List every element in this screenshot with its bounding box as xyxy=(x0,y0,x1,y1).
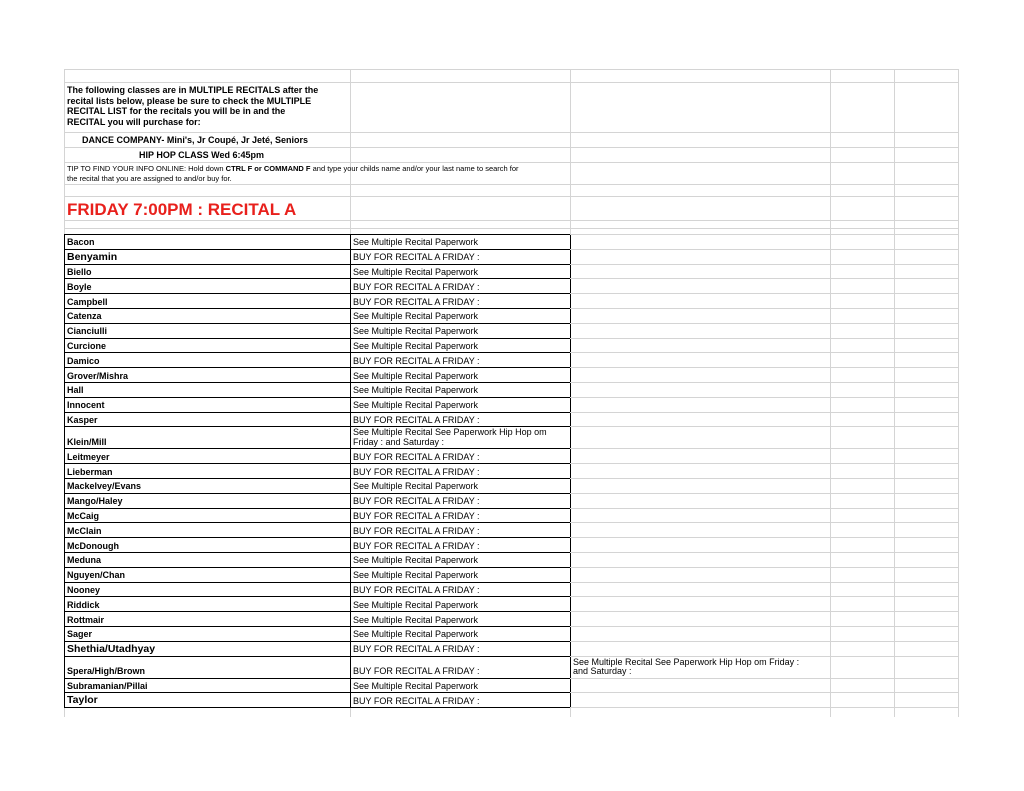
table-row-border xyxy=(64,537,571,538)
gridline-h xyxy=(570,323,958,324)
table-row-border xyxy=(64,552,571,553)
tip-prefix: TIP TO FIND YOUR INFO ONLINE: Hold down xyxy=(67,164,226,173)
table-border-left xyxy=(64,234,65,708)
gridline-h xyxy=(570,293,958,294)
gridline-h xyxy=(570,338,958,339)
table-row-border xyxy=(64,582,571,583)
gridline-h xyxy=(64,162,958,163)
roster-note: BUY FOR RECITAL A FRIDAY : xyxy=(353,355,480,366)
table-row-border xyxy=(64,463,571,464)
gridline-h xyxy=(570,552,958,553)
tip-line2: the recital that you are assigned to and/or buy for. xyxy=(67,174,232,183)
roster-note: See Multiple Recital Paperwork xyxy=(353,400,479,411)
roster-name: Boyle xyxy=(67,281,92,292)
table-row-border xyxy=(64,478,571,479)
search-tip xyxy=(67,164,519,184)
gridline-h xyxy=(570,382,958,383)
roster-note: BUY FOR RECITAL A FRIDAY : xyxy=(353,540,480,551)
roster-note: BUY FOR RECITAL A FRIDAY : xyxy=(353,451,480,462)
table-row-border xyxy=(64,567,571,568)
gridline-h xyxy=(64,220,958,221)
table-row-border xyxy=(64,338,571,339)
roster-name: Taylor xyxy=(67,694,98,707)
table-border-right xyxy=(570,234,571,708)
gridline-h xyxy=(570,707,958,708)
table-row-border xyxy=(64,678,571,679)
roster-name: Curcione xyxy=(67,340,107,351)
roster-name: Mackelvey/Evans xyxy=(67,481,142,492)
table-row-border xyxy=(64,692,571,693)
table-row-border xyxy=(64,611,571,612)
roster-name: Innocent xyxy=(67,400,105,411)
gridline-h xyxy=(64,184,958,185)
hip-hop-note: HIP HOP CLASS Wed 6:45pm xyxy=(139,150,265,160)
roster-name: Benyamin xyxy=(67,250,118,263)
gridline-h xyxy=(570,448,958,449)
gridline-v xyxy=(958,69,959,717)
roster-name: McCaig xyxy=(67,510,100,521)
gridline-h xyxy=(64,132,958,133)
table-row-border xyxy=(64,626,571,627)
roster-note: See Multiple Recital Paperwork xyxy=(353,370,479,381)
gridline-h xyxy=(570,249,958,250)
gridline-h xyxy=(570,522,958,523)
gridline-h xyxy=(570,463,958,464)
gridline-h xyxy=(570,508,958,509)
roster-note: See Multiple Recital Paperwork xyxy=(353,237,479,248)
roster-name: Rottmair xyxy=(67,614,105,625)
roster-note: BUY FOR RECITAL A FRIDAY : xyxy=(353,281,480,292)
roster-note: See Multiple Recital Paperwork xyxy=(353,340,479,351)
gridline-h xyxy=(64,196,958,197)
roster-name: Nooney xyxy=(67,584,101,595)
roster-note: BUY FOR RECITAL A FRIDAY : xyxy=(353,510,480,521)
gridline-h xyxy=(570,367,958,368)
table-row-border xyxy=(64,278,571,279)
tip-keys: CTRL F or COMMAND F xyxy=(225,164,311,173)
roster-note: See Multiple Recital Paperwork xyxy=(353,326,479,337)
intro-line: RECITAL LIST for the recitals you will be in and the xyxy=(67,106,286,116)
roster-name: Campbell xyxy=(67,296,108,307)
roster-note: BUY FOR RECITAL A FRIDAY : xyxy=(353,525,480,536)
table-row-border xyxy=(64,522,571,523)
roster-note: BUY FOR RECITAL A FRIDAY : xyxy=(353,644,480,655)
gridline-h xyxy=(570,426,958,427)
roster-name: Bacon xyxy=(67,237,95,248)
gridline-h xyxy=(570,641,958,642)
tip-suffix: and type your childs name and/or your last name to search for xyxy=(310,164,519,173)
roster-note: See Multiple Recital Paperwork xyxy=(353,599,479,610)
roster-note: See Multiple Recital Paperwork xyxy=(353,311,479,322)
dance-company-note: DANCE COMPANY- Mini's, Jr Coupé, Jr Jeté, Seniors xyxy=(82,135,309,145)
roster-note: BUY FOR RECITAL A FRIDAY : xyxy=(353,496,480,507)
table-row-border xyxy=(64,249,571,250)
table-row-border xyxy=(64,352,571,353)
roster-note: See Multiple Recital See Paperwork Hip Hop om xyxy=(353,427,547,438)
table-bottom-border xyxy=(64,707,571,708)
gridline-h xyxy=(570,596,958,597)
roster-name: Nguyen/Chan xyxy=(67,570,126,581)
roster-note: BUY FOR RECITAL A FRIDAY : xyxy=(353,695,480,706)
intro-line: recital lists below, please be sure to check the MULTIPLE xyxy=(67,95,312,106)
table-row-border xyxy=(64,508,571,509)
table-row-border xyxy=(64,293,571,294)
table-row-border xyxy=(64,596,571,597)
roster-name: Hall xyxy=(67,385,84,396)
roster-name: Shethia/Utadhyay xyxy=(67,642,156,655)
roster-note: BUY FOR RECITAL A FRIDAY : xyxy=(353,414,480,425)
gridline-h xyxy=(570,308,958,309)
roster-name: Damico xyxy=(67,355,100,366)
roster-note: BUY FOR RECITAL A FRIDAY : xyxy=(353,296,480,307)
roster-note: See Multiple Recital Paperwork xyxy=(353,266,479,277)
table-row-border xyxy=(64,656,571,657)
roster-name: Klein/Mill xyxy=(67,436,107,447)
gridline-h xyxy=(570,278,958,279)
table-row-border xyxy=(64,397,571,398)
gridline-h xyxy=(570,397,958,398)
roster-note: BUY FOR RECITAL A FRIDAY : xyxy=(353,666,480,677)
table-row-border xyxy=(64,234,571,235)
gridline-h xyxy=(570,352,958,353)
gridline-h xyxy=(570,692,958,693)
roster-name: Subramanian/Pillai xyxy=(67,680,148,691)
table-row-border xyxy=(64,448,571,449)
roster-extra-note-line2: and Saturday : xyxy=(573,666,632,677)
roster-name: Grover/Mishra xyxy=(67,370,129,381)
table-border-mid xyxy=(350,234,351,708)
roster-note: BUY FOR RECITAL A FRIDAY : xyxy=(353,584,480,595)
roster-name: Cianciulli xyxy=(67,326,108,337)
roster-name: Mango/Haley xyxy=(67,496,123,507)
table-row-border xyxy=(64,264,571,265)
gridline-h xyxy=(570,478,958,479)
gridline-h xyxy=(570,234,958,235)
gridline-h xyxy=(570,537,958,538)
roster-extra-note: See Multiple Recital See Paperwork Hip Hop om Friday : xyxy=(573,656,800,667)
roster-note: BUY FOR RECITAL A FRIDAY : xyxy=(353,252,480,263)
table-row-border xyxy=(64,493,571,494)
gridline-v xyxy=(894,69,895,717)
roster-note: See Multiple Recital Paperwork xyxy=(353,614,479,625)
gridline-h xyxy=(570,567,958,568)
roster-name: Catenza xyxy=(67,311,102,322)
gridline-h xyxy=(64,69,958,70)
gridline-h xyxy=(570,493,958,494)
intro-line: RECITAL you will purchase for: xyxy=(67,116,201,127)
table-row-border xyxy=(64,323,571,324)
gridline-h xyxy=(570,678,958,679)
table-row-border xyxy=(64,367,571,368)
gridline-h xyxy=(64,82,958,83)
gridline-h xyxy=(570,611,958,612)
roster-name: McClain xyxy=(67,525,102,536)
roster-name: Kasper xyxy=(67,414,98,425)
gridline-h xyxy=(64,228,958,229)
roster-note: See Multiple Recital Paperwork xyxy=(353,481,479,492)
roster-name: Meduna xyxy=(67,555,102,566)
roster-note: BUY FOR RECITAL A FRIDAY : xyxy=(353,466,480,477)
roster-note: See Multiple Recital Paperwork xyxy=(353,555,479,566)
gridline-h xyxy=(570,412,958,413)
roster-note: See Multiple Recital Paperwork xyxy=(353,629,479,640)
table-row-border xyxy=(64,382,571,383)
roster-name: Biello xyxy=(67,266,92,277)
gridline-h xyxy=(570,582,958,583)
roster-note: See Multiple Recital Paperwork xyxy=(353,570,479,581)
gridline-h xyxy=(64,147,958,148)
roster-note-line2: Friday : and Saturday : xyxy=(353,436,445,447)
roster-name: Leitmeyer xyxy=(67,451,110,462)
roster-note: See Multiple Recital Paperwork xyxy=(353,385,479,396)
table-row-border xyxy=(64,412,571,413)
recital-title: FRIDAY 7:00PM : RECITAL A xyxy=(67,200,297,219)
table-row-border xyxy=(64,308,571,309)
intro-line: The following classes are in MULTIPLE RECITALS after the xyxy=(67,85,319,95)
roster-note: See Multiple Recital Paperwork xyxy=(353,680,479,691)
gridline-h xyxy=(570,264,958,265)
roster-name: McDonough xyxy=(67,540,119,551)
roster-name: Spera/High/Brown xyxy=(67,666,146,677)
gridline-v xyxy=(830,69,831,717)
roster-name: Lieberman xyxy=(67,466,113,477)
roster-name: Riddick xyxy=(67,599,100,610)
gridline-h xyxy=(570,626,958,627)
roster-name: Sager xyxy=(67,629,93,640)
